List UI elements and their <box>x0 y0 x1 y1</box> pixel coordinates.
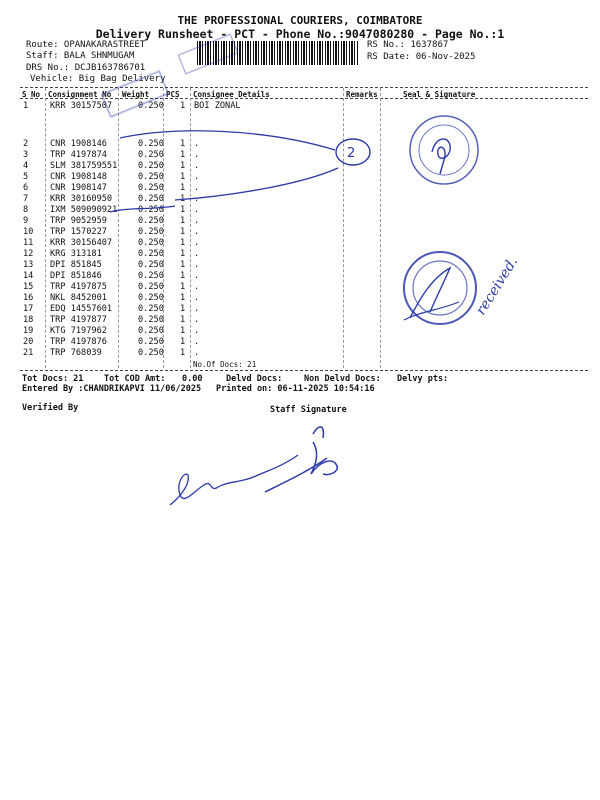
row-consignment: KRR 30157507 <box>50 101 113 111</box>
row-consignment: KRG 313181 <box>50 249 102 259</box>
row-consignment: SLM 381759551 <box>50 161 118 171</box>
row-details: . <box>194 260 200 270</box>
row-sno: 5 <box>23 172 29 182</box>
row-pcs: 1 <box>180 326 186 336</box>
row-consignment: KRR 30156407 <box>50 238 113 248</box>
row-weight: 0.250 <box>138 216 164 226</box>
row-pcs: 1 <box>180 150 186 160</box>
entered-by: Entered By :CHANDRIKAPVI 11/06/2025 <box>22 384 202 394</box>
arrow-line <box>120 131 335 150</box>
verified-by: Verified By <box>22 403 79 413</box>
runsheet-title: Delivery Runsheet - PCT - Phone No.:9047080280 - Page No.:1 <box>95 27 505 41</box>
row-consignment: TRP 4197874 <box>50 150 107 160</box>
row-pcs: 1 <box>180 249 186 259</box>
row-weight: 0.250 <box>138 271 164 281</box>
row-details: . <box>194 205 200 215</box>
row-details: . <box>194 238 200 248</box>
row-details: . <box>194 293 200 303</box>
row-details: . <box>194 216 200 226</box>
row-pcs: 1 <box>180 315 186 325</box>
printed-on: Printed on: 06-11-2025 10:54:16 <box>216 384 375 394</box>
non-delvd-docs: Non Delvd Docs: <box>304 374 381 384</box>
row-consignment: IXM 509090921 <box>50 205 118 215</box>
row-details: . <box>194 348 200 358</box>
row-details: . <box>194 139 200 149</box>
row-pcs: 1 <box>180 282 186 292</box>
row-sno: 19 <box>23 326 34 336</box>
seal-stamp <box>410 116 478 184</box>
row-details: . <box>194 271 200 281</box>
row-consignment: CNR 1908146 <box>50 139 107 149</box>
row-details: BOI ZONAL <box>194 101 241 111</box>
row-weight: 0.250 <box>138 348 164 358</box>
row-pcs: 1 <box>180 161 186 171</box>
row-sno: 9 <box>23 216 29 226</box>
row-sno: 4 <box>23 161 29 171</box>
row-sno: 18 <box>23 315 34 325</box>
row-weight: 0.250 <box>138 172 164 182</box>
row-weight: 0.250 <box>138 101 164 111</box>
row-sno: 11 <box>23 238 34 248</box>
row-consignment: EDQ 14557601 <box>50 304 113 314</box>
row-consignment: KRR 30160950 <box>50 194 113 204</box>
row-sno: 17 <box>23 304 34 314</box>
row-sno: 1 <box>23 101 29 111</box>
staff-label: Staff: BALA SHNMUGAM <box>26 51 135 61</box>
row-consignment: CNR 1908148 <box>50 172 107 182</box>
row-sno: 16 <box>23 293 34 303</box>
row-consignment: TRP 4197876 <box>50 337 107 347</box>
row-sno: 21 <box>23 348 34 358</box>
row-details: . <box>194 161 200 171</box>
row-sno: 2 <box>23 139 29 149</box>
route-label: Route: OPANAKARASTREET <box>26 40 146 50</box>
row-pcs: 1 <box>180 337 186 347</box>
row-sno: 20 <box>23 337 34 347</box>
row-sno: 6 <box>23 183 29 193</box>
row-pcs: 1 <box>180 101 186 111</box>
row-consignment: TRP 4197875 <box>50 282 107 292</box>
row-details: . <box>194 304 200 314</box>
row-sno: 13 <box>23 260 34 270</box>
row-consignment: NKL 8452001 <box>50 293 107 303</box>
row-consignment: TRP 9052959 <box>50 216 107 226</box>
row-pcs: 1 <box>180 304 186 314</box>
row-consignment: DPI 851846 <box>50 271 102 281</box>
seal-stamp <box>404 252 476 324</box>
vehicle-label: Vehicle: Big Bag Delivery <box>30 74 166 84</box>
strike-line <box>110 206 175 212</box>
row-details: . <box>194 227 200 237</box>
received-note: received. <box>473 254 522 319</box>
row-weight: 0.250 <box>138 293 164 303</box>
row-weight: 0.250 <box>138 205 164 215</box>
row-weight: 0.250 <box>138 282 164 292</box>
staff-signature: Staff Signature <box>270 405 347 415</box>
row-details: . <box>194 337 200 347</box>
row-details: . <box>194 282 200 292</box>
row-consignment: TRP 4197877 <box>50 315 107 325</box>
bracket-line <box>175 168 338 200</box>
drs-label: DRS No.: DCJB163786701 <box>26 63 146 73</box>
row-pcs: 1 <box>180 348 186 358</box>
row-pcs: 1 <box>180 238 186 248</box>
row-consignment: CNR 1908147 <box>50 183 107 193</box>
no-of-docs: No.Of Docs: 21 <box>193 360 257 369</box>
row-pcs: 1 <box>180 194 186 204</box>
row-consignment: DPI 851845 <box>50 260 102 270</box>
col-details: Consignee Details <box>193 90 270 99</box>
row-details: . <box>194 183 200 193</box>
circled-number-text: 2 <box>347 146 356 161</box>
rs-date: RS Date: 06-Nov-2025 <box>367 52 476 62</box>
row-sno: 14 <box>23 271 34 281</box>
company-title: THE PROFESSIONAL COURIERS, COIMBATORE <box>177 14 423 27</box>
row-details: . <box>194 172 200 182</box>
row-sno: 15 <box>23 282 34 292</box>
row-weight: 0.250 <box>138 183 164 193</box>
row-weight: 0.250 <box>138 304 164 314</box>
row-weight: 0.250 <box>138 161 164 171</box>
faint-stamp <box>102 34 238 116</box>
row-weight: 0.250 <box>138 139 164 149</box>
row-pcs: 1 <box>180 139 186 149</box>
col-sno: S No <box>22 90 41 99</box>
row-details: . <box>194 150 200 160</box>
row-consignment: TRP 768039 <box>50 348 102 358</box>
staff-signature-ink <box>265 427 337 492</box>
row-consignment: TRP 1570227 <box>50 227 107 237</box>
col-seal: Seal & Signature <box>403 90 476 99</box>
tot-cod-value: 0.00 <box>182 374 203 384</box>
row-weight: 0.250 <box>138 326 164 336</box>
tot-cod-label: Tot COD Amt: <box>104 374 166 384</box>
col-weight: Weight <box>122 90 150 99</box>
delvd-docs: Delvd Docs: <box>226 374 283 384</box>
row-weight: 0.250 <box>138 249 164 259</box>
col-pcs: PCS <box>166 90 180 99</box>
row-weight: 0.250 <box>138 227 164 237</box>
row-sno: 8 <box>23 205 29 215</box>
row-weight: 0.250 <box>138 260 164 270</box>
row-sno: 7 <box>23 194 29 204</box>
rs-number: RS No.: 1637867 <box>367 40 449 50</box>
row-pcs: 1 <box>180 293 186 303</box>
row-consignment: KTG 7197962 <box>50 326 107 336</box>
row-weight: 0.250 <box>138 194 164 204</box>
row-weight: 0.250 <box>138 315 164 325</box>
row-details: . <box>194 249 200 259</box>
row-pcs: 1 <box>180 172 186 182</box>
delvy-pts: Delvy pts: <box>397 374 449 384</box>
row-details: . <box>194 326 200 336</box>
row-details: . <box>194 315 200 325</box>
row-sno: 10 <box>23 227 34 237</box>
row-pcs: 1 <box>180 227 186 237</box>
row-pcs: 1 <box>180 205 186 215</box>
row-details: . <box>194 194 200 204</box>
row-weight: 0.250 <box>138 238 164 248</box>
row-pcs: 1 <box>180 260 186 270</box>
row-weight: 0.250 <box>138 337 164 347</box>
row-sno: 3 <box>23 150 29 160</box>
row-sno: 12 <box>23 249 34 259</box>
row-pcs: 1 <box>180 271 186 281</box>
row-pcs: 1 <box>180 183 186 193</box>
verified-signature <box>170 455 298 505</box>
col-consignment: Consignment No <box>48 90 112 99</box>
col-remarks: Remarks <box>346 90 378 99</box>
tot-docs: Tot Docs: 21 <box>22 374 84 384</box>
row-pcs: 1 <box>180 216 186 226</box>
row-weight: 0.250 <box>138 150 164 160</box>
